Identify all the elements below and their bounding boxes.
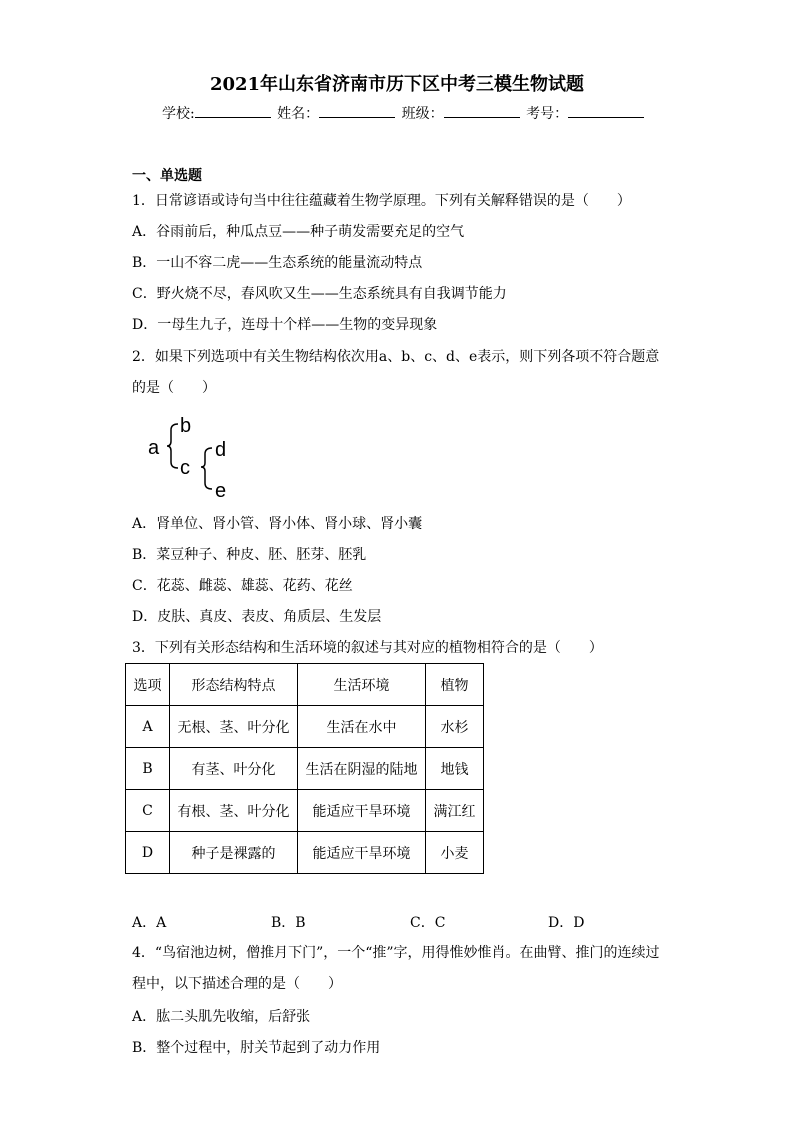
q1-option-b: B．一山不容二虎——生态系统的能量流动特点 — [132, 255, 423, 271]
table-cell: A — [126, 706, 170, 748]
q4-option-b: B．整个过程中，肘关节起到了动力作用 — [132, 1040, 381, 1056]
q3-answer-a: A．A — [132, 915, 167, 931]
q3-stem: 3．下列有关形态结构和生活环境的叙述与其对应的植物相符合的是（ ） — [132, 640, 603, 656]
exam-title: 2021年山东省济南市历下区中考三模生物试题 — [209, 74, 585, 95]
label-b: b — [180, 415, 192, 437]
q2-stem-line1: 2．如果下列选项中有关生物结构依次用a、b、c、d、e表示，则下列各项不符合题意 — [132, 349, 660, 365]
table-row — [126, 832, 484, 874]
label-e: e — [215, 480, 227, 500]
table-cell: 水杉 — [426, 706, 484, 748]
q1-option-a: A．谷雨前后，种瓜点豆——种子萌发需要充足的空气 — [132, 224, 465, 240]
q1-stem: 1．日常谚语或诗句当中往往蕴藏着生物学原理。下列有关解释错误的是（ ） — [132, 193, 631, 209]
label-a: a — [148, 437, 160, 459]
table-row — [126, 790, 484, 832]
q4-stem-line1: 4．“鸟宿池边树，僧推月下门”，一个“推”字，用得惟妙惟肖。在曲臂、推门的连续过 — [132, 945, 660, 961]
q2-stem-line2: 的是（ ） — [132, 380, 216, 396]
table-cell: 生活在水中 — [298, 706, 426, 748]
table-cell: D — [126, 832, 170, 874]
q2-option-d: D．皮肤、真皮、表皮、角质层、生发层 — [132, 609, 382, 625]
table-cell: 种子是裸露的 — [170, 832, 298, 874]
q4-option-a: A．肱二头肌先收缩，后舒张 — [132, 1009, 311, 1025]
table-cell: 能适应干旱环境 — [298, 790, 426, 832]
header-cell: 植物 — [426, 664, 484, 706]
q4-stem-line2: 程中，以下描述合理的是（ ） — [132, 976, 342, 992]
q2-option-a: A．肾单位、肾小管、肾小体、肾小球、肾小囊 — [132, 516, 423, 532]
header-cell: 形态结构特点 — [170, 664, 298, 706]
table-cell: 地钱 — [426, 748, 484, 790]
table-cell: C — [126, 790, 170, 832]
class-label: 班级： — [401, 106, 444, 122]
table-cell: 生活在阴湿的陆地 — [298, 748, 426, 790]
exam-no-label: 考号： — [526, 106, 569, 122]
school-blank[interactable] — [195, 105, 271, 118]
table-header-row — [126, 664, 484, 706]
table-cell: 无根、茎、叶分化 — [170, 706, 298, 748]
structure-hierarchy-diagram — [145, 410, 255, 500]
q3-answer-d: D．D — [548, 915, 585, 931]
header-cell: 生活环境 — [298, 664, 426, 706]
plant-comparison-table — [125, 663, 484, 874]
q1-option-d: D．一母生九子，连母十个样——生物的变异现象 — [132, 317, 438, 333]
school-label: 学校: — [162, 106, 195, 122]
q2-option-b: B．菜豆种子、种皮、胚、胚芽、胚乳 — [132, 547, 367, 563]
class-blank[interactable] — [444, 105, 520, 118]
table-cell: 有茎、叶分化 — [170, 748, 298, 790]
brace-a — [167, 424, 178, 468]
q3-answer-c: C．C — [410, 915, 446, 931]
table-cell: B — [126, 748, 170, 790]
table-row — [126, 706, 484, 748]
label-c: c — [180, 457, 190, 479]
brace-c — [201, 448, 212, 489]
table-cell: 能适应干旱环境 — [298, 832, 426, 874]
q3-answer-b: B．B — [271, 915, 306, 931]
table-cell: 有根、茎、叶分化 — [170, 790, 298, 832]
table-cell: 小麦 — [426, 832, 484, 874]
exam-no-blank[interactable] — [568, 105, 644, 118]
header-cell: 选项 — [126, 664, 170, 706]
label-d: d — [215, 439, 227, 461]
name-label: 姓名： — [277, 106, 320, 122]
table-row — [126, 748, 484, 790]
table-cell: 满江红 — [426, 790, 484, 832]
q1-option-c: C．野火烧不尽，春风吹又生——生态系统具有自我调节能力 — [132, 286, 507, 302]
student-info-line — [162, 103, 646, 123]
q2-option-c: C．花蕊、雌蕊、雄蕊、花药、花丝 — [132, 578, 353, 594]
name-blank[interactable] — [319, 105, 395, 118]
section-heading: 一、单选题 — [132, 168, 202, 184]
